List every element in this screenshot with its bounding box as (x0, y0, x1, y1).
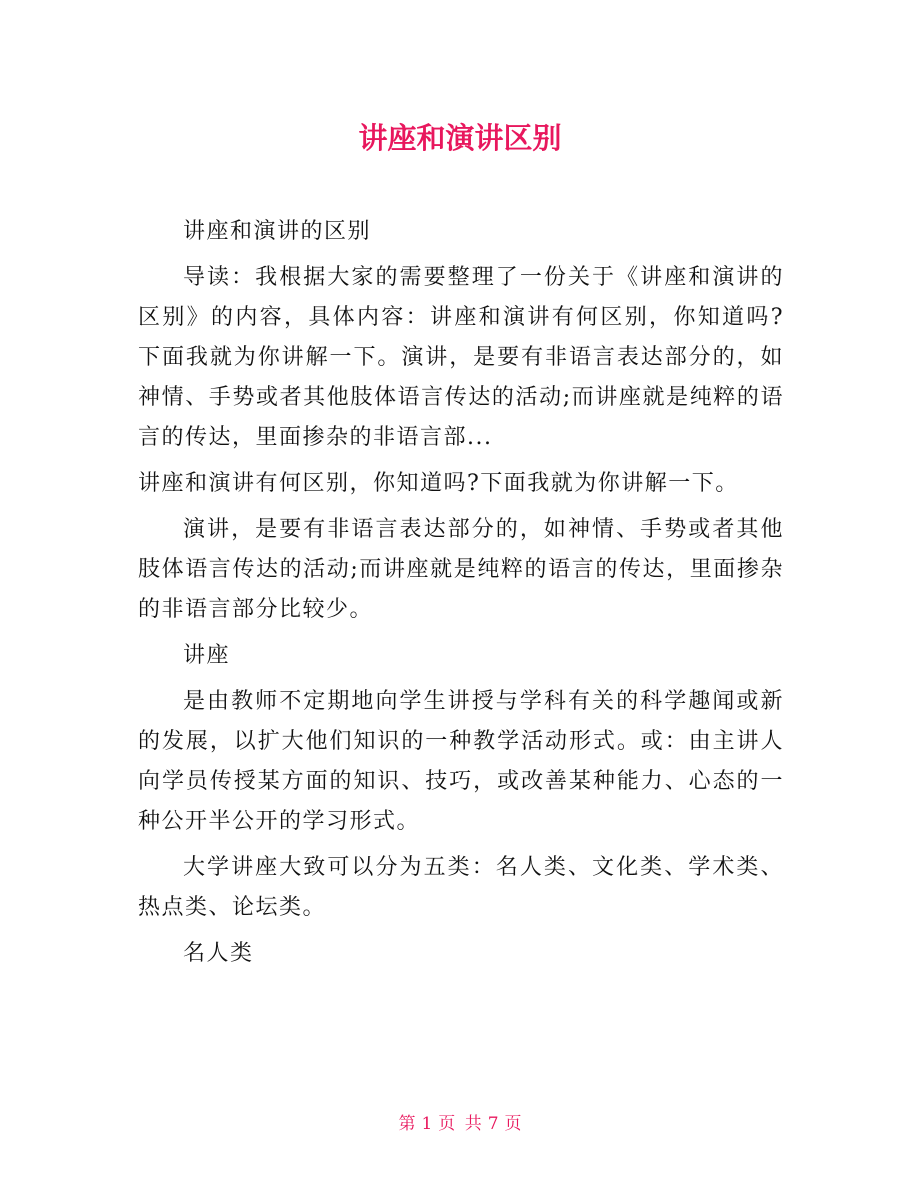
paragraph-lecture-heading: 讲座 (183, 643, 231, 668)
paragraph-subtitle: 讲座和演讲的区别 (183, 219, 372, 244)
page-footer (0, 1112, 920, 1136)
footer-page-number: 1 (421, 1114, 433, 1134)
document-body (138, 212, 784, 980)
paragraph-lecture-types: 大学讲座大致可以分为五类：名人类、文化类、学术类、热点类、论坛类。 (138, 855, 784, 920)
document-title: 讲座和演讲区别 (358, 121, 562, 155)
footer-prefix: 第 (398, 1114, 416, 1134)
paragraph-celebrity-heading: 名人类 (183, 941, 254, 966)
paragraph-intro: 导读：我根据大家的需要整理了一份关于《讲座和演讲的区别》的内容，具体内容：讲座和演讲有何区别，你知道吗?下面我就为你讲解一下。演讲，是要有非语言表达部分的，如神情、手势或者其他肢体语言传达的活动;而讲座就是纯粹的语言的传达，里面掺杂的非语言部... (138, 265, 784, 450)
footer-middle: 页 共 (438, 1114, 482, 1134)
footer-total-pages: 7 (487, 1114, 499, 1134)
paragraph-speech-definition: 演讲，是要有非语言表达部分的，如神情、手势或者其他肢体语言传达的活动;而讲座就是纯粹的语言的传达，里面掺杂的非语言部分比较少。 (138, 517, 784, 622)
paragraph-lecture-definition: 是由教师不定期地向学生讲授与学科有关的科学趣闻或新的发展，以扩大他们知识的一种教学活动形式。或：由主讲人向学员传授某方面的知识、技巧，或改善某种能力、心态的一种公开半公开的学习形式。 (138, 689, 784, 834)
paragraph-question: 讲座和演讲有何区别，你知道吗?下面我就为你讲解一下。 (138, 471, 739, 496)
footer-suffix: 页 (504, 1114, 522, 1134)
